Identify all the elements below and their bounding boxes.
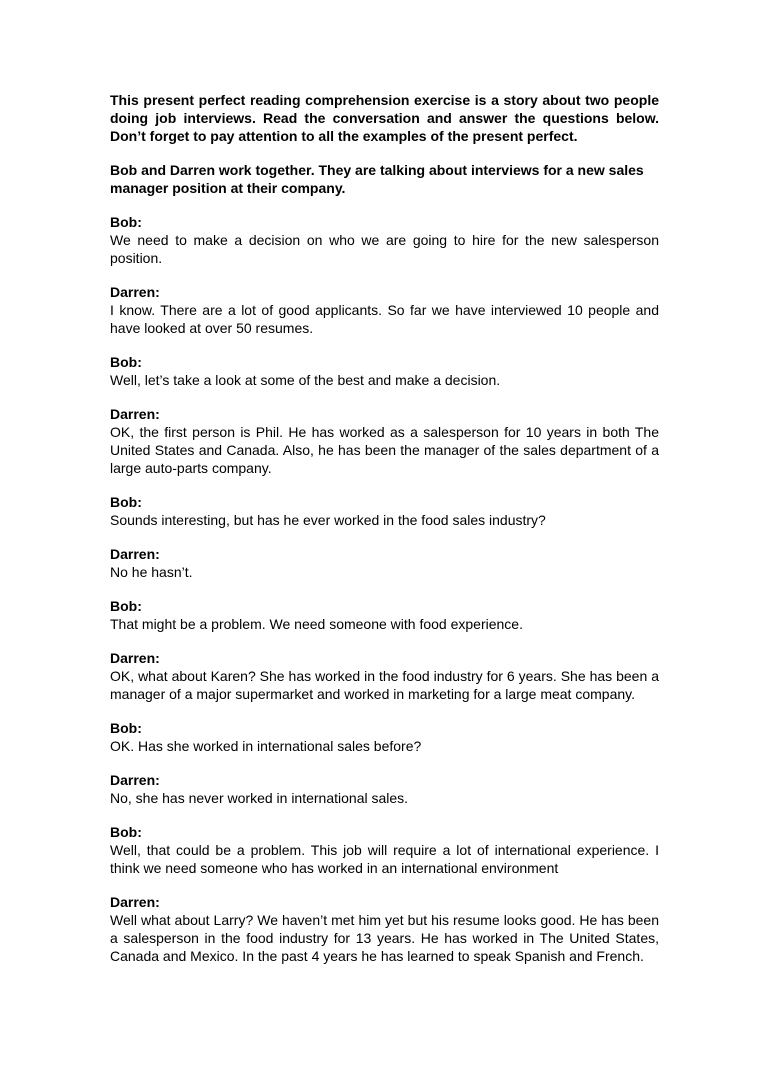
speaker-line: Well, let’s take a look at some of the best and make a decision. [110, 372, 501, 388]
dialogue-turn [110, 545, 659, 581]
dialogue-turn [110, 213, 659, 267]
speaker-name: Darren: [110, 650, 160, 666]
speaker-name: Darren: [110, 546, 160, 562]
document-page [110, 91, 659, 981]
speaker-line: OK, the first person is Phil. He has worked as a salesperson for 10 years in both The United States and Canada. Also, he has been the manager of the sales department of a large auto-parts company. [110, 424, 659, 476]
speaker-line: No, she has never worked in international sales. [110, 790, 409, 806]
speaker-name: Bob: [110, 354, 142, 370]
speaker-name: Bob: [110, 720, 142, 736]
dialogue-turn [110, 771, 659, 807]
dialogue-turn [110, 719, 659, 755]
dialogue-turn [110, 597, 659, 633]
dialogue [110, 213, 659, 965]
speaker-line: OK. Has she worked in international sales before? [110, 738, 422, 754]
dialogue-turn [110, 353, 659, 389]
intro-paragraph: This present perfect reading comprehension exercise is a story about two people doing job interviews. Read the conversation and answer the questions below. Don’t forget to pay attention to all the examples of the present perfect. [110, 92, 659, 144]
speaker-name: Bob: [110, 214, 142, 230]
speaker-line: No he hasn’t. [110, 564, 193, 580]
speaker-name: Darren: [110, 894, 160, 910]
speaker-name: Darren: [110, 406, 160, 422]
speaker-line: I know. There are a lot of good applicants. So far we have interviewed 10 people and have looked at over 50 resumes. [110, 302, 659, 336]
speaker-name: Darren: [110, 772, 160, 788]
speaker-name: Bob: [110, 494, 142, 510]
speaker-line: Sounds interesting, but has he ever worked in the food sales industry? [110, 512, 546, 528]
speaker-line: That might be a problem. We need someone with food experience. [110, 616, 523, 632]
speaker-line: Well what about Larry? We haven’t met him yet but his resume looks good. He has been a salesperson in the food industry for 13 years. He has worked in The United States, Canada and Mexico. In the past 4 years he has learned to speak Spanish and French. [110, 912, 659, 964]
dialogue-turn [110, 823, 659, 877]
speaker-name: Bob: [110, 598, 142, 614]
dialogue-turn [110, 283, 659, 337]
dialogue-turn [110, 405, 659, 477]
dialogue-turn [110, 493, 659, 529]
speaker-name: Bob: [110, 824, 142, 840]
setting-paragraph: Bob and Darren work together. They are talking about interviews for a new sales manager position at their company. [110, 162, 644, 196]
dialogue-turn [110, 893, 659, 965]
speaker-line: OK, what about Karen? She has worked in the food industry for 6 years. She has been a manager of a major supermarket and worked in marketing for a large meat company. [110, 668, 659, 702]
speaker-name: Darren: [110, 284, 160, 300]
speaker-line: We need to make a decision on who we are going to hire for the new salesperson position. [110, 232, 659, 266]
dialogue-turn [110, 649, 659, 703]
speaker-line: Well, that could be a problem. This job will require a lot of international experience. I think we need someone who has worked in an international environment [110, 842, 659, 876]
